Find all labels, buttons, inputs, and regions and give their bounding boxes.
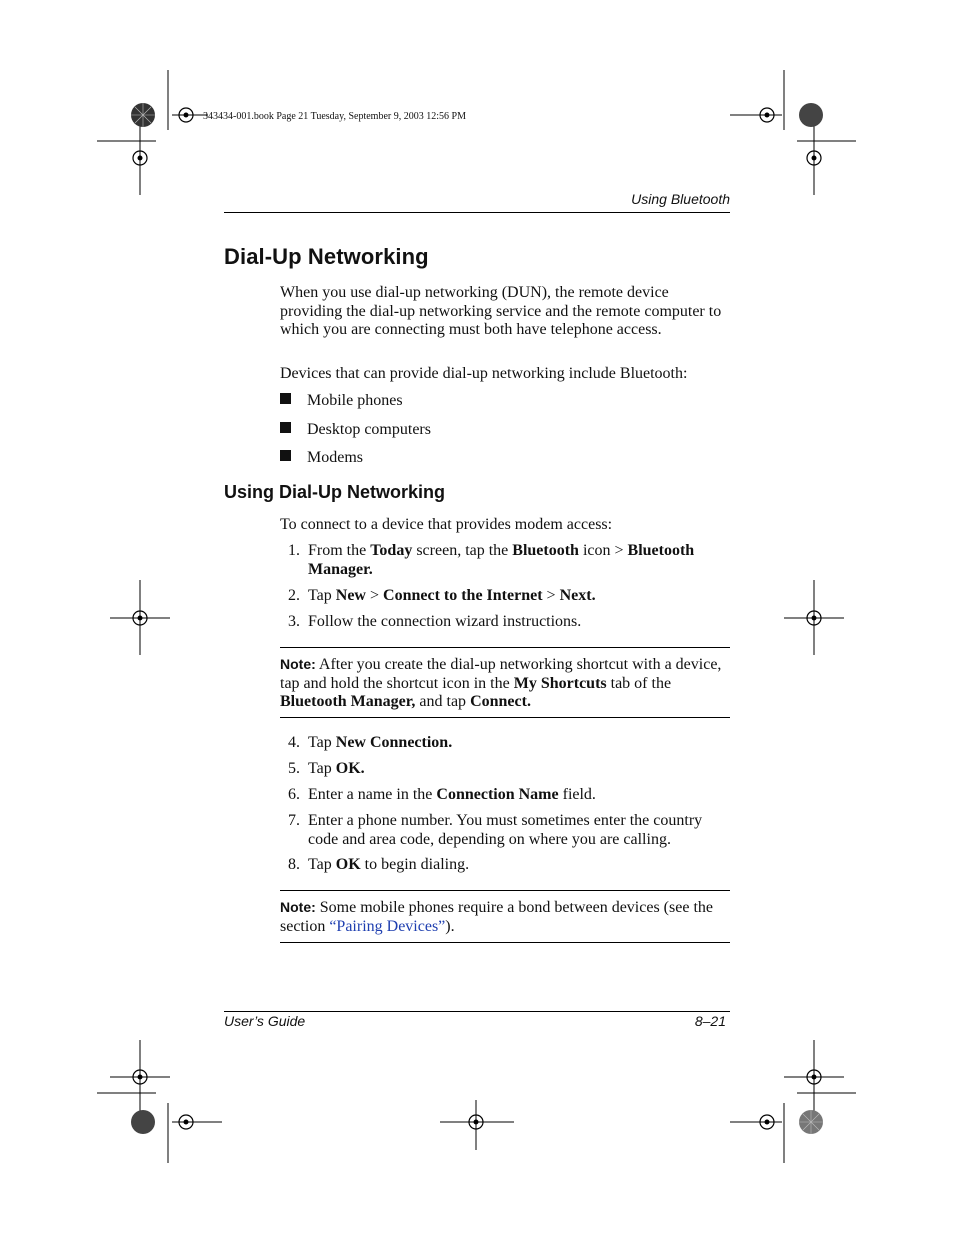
note-label: Note: [280, 899, 316, 915]
step-number: 3. [288, 613, 300, 630]
step-number: 5. [288, 760, 300, 777]
step-7 [288, 812, 732, 849]
step-text: Enter a phone number. You must sometimes enter the country code and area code, depending on where you are calling. [308, 812, 703, 848]
square-bullet-icon [280, 393, 291, 404]
step-text: Tap New Connection. [308, 734, 453, 751]
step-number: 7. [288, 812, 300, 829]
step-number: 8. [288, 856, 300, 873]
bullet-text: Modems [307, 449, 363, 466]
intro-paragraph: When you use dial-up networking (DUN), the remote device providing the dial-up networking service and the remote computer to which you are connecting must both have telephone access. [280, 284, 722, 338]
footer-rule [224, 1011, 730, 1012]
step-1 [288, 542, 732, 579]
note-rule-bottom [280, 942, 730, 943]
step-3 [288, 613, 732, 632]
step-4 [288, 734, 732, 753]
step-text: Tap OK to begin dialing. [308, 856, 470, 873]
running-head: Using Bluetooth [631, 191, 730, 207]
note-rule-bottom [280, 717, 730, 718]
step-2 [288, 587, 732, 606]
bullet-text: Desktop computers [307, 421, 431, 438]
note-rule-top [280, 647, 730, 648]
bullet-text: Mobile phones [307, 392, 403, 409]
footer-guide-title: User’s Guide [224, 1013, 306, 1029]
note-rule-top [280, 890, 730, 891]
note-shortcut: Note: After you create the dial-up networking shortcut with a device, tap and hold the shortcut icon in the My Shortcuts tab of the Bluetooth Manager, and tap Connect. [280, 656, 722, 710]
note-pairing: Note: Some mobile phones require a bond between devices (see the section “Pairing Devices”). [280, 899, 713, 935]
step-number: 1. [288, 542, 300, 559]
print-slug: 343434-001.book Page 21 Tuesday, September 9, 2003 12:56 PM [203, 111, 466, 122]
subsection-title: Using Dial-Up Networking [224, 482, 446, 502]
steps-intro: To connect to a device that provides modem access: [280, 516, 613, 533]
pairing-devices-link[interactable]: “Pairing Devices” [329, 917, 446, 935]
square-bullet-icon [280, 422, 291, 433]
step-number: 6. [288, 786, 300, 803]
bullet-item [280, 392, 403, 411]
step-6 [288, 786, 732, 805]
step-8 [288, 856, 732, 875]
step-text: Tap OK. [308, 760, 365, 777]
page-number: 8–21 [694, 1013, 726, 1029]
step-5 [288, 760, 732, 779]
bullet-item [280, 449, 363, 468]
step-text: Enter a name in the Connection Name field. [308, 786, 596, 803]
section-title: Dial-Up Networking [224, 244, 429, 269]
header-rule [224, 212, 730, 213]
step-text: Tap New > Connect to the Internet > Next. [308, 587, 596, 604]
step-number: 4. [288, 734, 300, 751]
square-bullet-icon [280, 450, 291, 461]
step-text: Follow the connection wizard instructions. [308, 613, 582, 630]
step-text: From the Today screen, tap the Bluetooth icon > Bluetooth Manager. [308, 542, 695, 578]
note-label: Note: [280, 656, 316, 672]
intro-paragraph-devices: Devices that can provide dial-up networking include Bluetooth: [280, 365, 688, 382]
bullet-item [280, 421, 431, 440]
step-number: 2. [288, 587, 300, 604]
